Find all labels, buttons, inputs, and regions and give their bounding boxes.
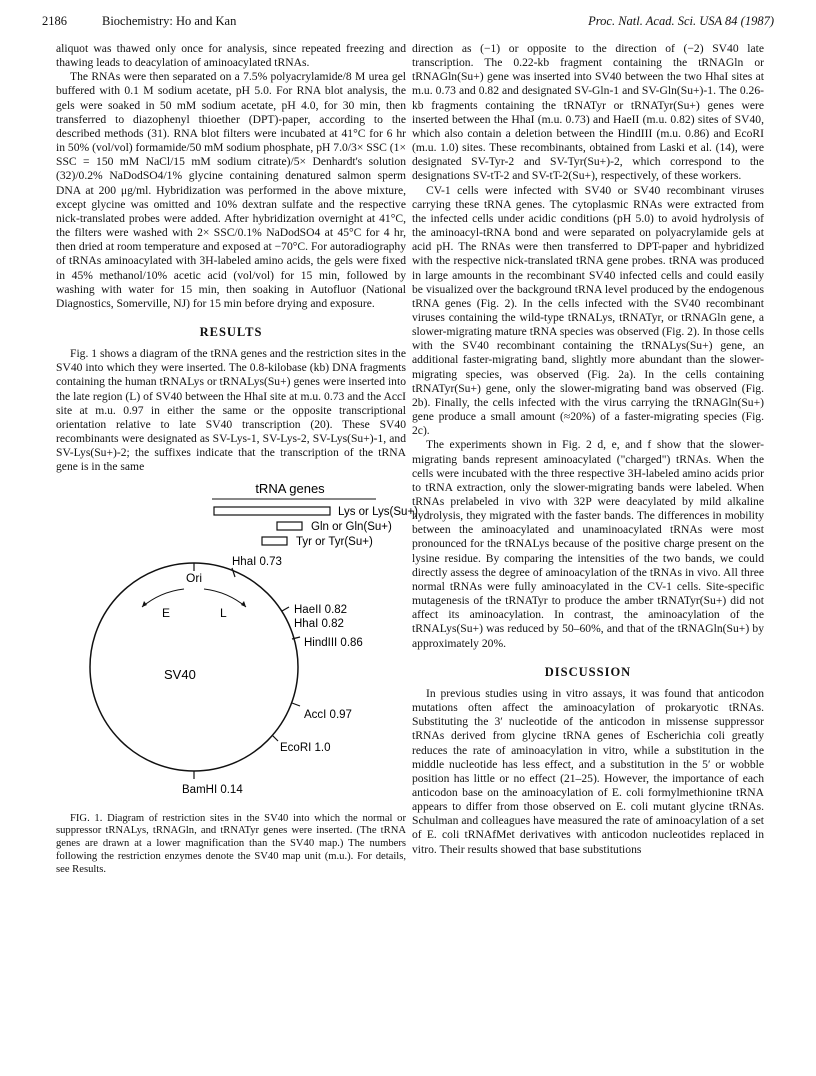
legend-tyr: Tyr or Tyr(Su+) — [296, 535, 373, 548]
figure-1 — [56, 479, 418, 876]
ori-label: Ori — [186, 570, 202, 585]
sv40-label: SV40 — [164, 666, 196, 682]
section-heading-results: RESULTS — [199, 324, 263, 339]
running-head-left: Biochemistry: Ho and Kan — [102, 14, 237, 28]
section-heading-discussion: DISCUSSION — [544, 664, 632, 679]
site-bamhi-014: BamHI 0.14 — [182, 783, 243, 796]
legend-title: tRNA genes — [255, 480, 325, 496]
site-hhai-073: HhaI 0.73 — [232, 555, 282, 568]
paragraph: Fig. 1 shows a diagram of the tRNA genes and the restriction sites in the SV40 into which they were inserted. The 0.8-kilobase (kb) DNA fragments containing the human tRNALys or tRNALys(Su+) genes were inserted into the late region (L) of SV40 between the HhaI site at m.u. 0.73 and the AccI site at m.u. 0.97 in either the same or the opposite transcriptional orientation relative to late SV40 transcription (20). These SV40 recombinants were designated as SV-Lys-1, SV-Lys-2, SV-Lys(Su+)-1, and SV-Lys(Su+)-2; the suffixes indicate that the transcription of the tRNA gene is in the same — [56, 347, 406, 474]
paragraph: aliquot was thawed only once for analysis, since repeated freezing and thawing leads to deacylation of aminoacylated tRNAs. — [56, 42, 406, 70]
caption-text: FIG. 1. Diagram of restriction sites in the SV40 into which the normal or suppressor tRNALys, tRNAGln, and tRNATyr genes were inserted. (The tRNA genes are drawn at a lower magnification than the SV40 map.) The numbers following the restriction enzymes denote the SV40 map unit (m.u.). For details, see Results. — [56, 812, 406, 876]
figure-caption — [56, 813, 406, 878]
right-column — [412, 42, 764, 857]
site-hindiii-086: HindIII 0.86 — [304, 636, 363, 649]
paragraph: direction as (−1) or opposite to the direction of (−2) SV40 late transcription. The 0.22-kb fragment containing the tRNAGln or tRNAGln(Su+) gene was inserted into SV40 between the two HhaI sites at m.u. 0.73 and 0.82 and designated SV-Gln-1 and SV-Gln(Su+)-1. The 0.26-kb fragments containing the tRNATyr or tRNATyr(Su+) genes were inserted between the HhaI (m.u. 0.73) and HaeII (m.u. 0.82) sites of SV40, which also contain a deletion between the HindIII (m.u. 0.86) and EcoRI (m.u. 1.0) sites. These recombinants, obtained from Laski et al. (14), were designated SV-Tyr-2 and SV-Tyr(Su+)-2, which correspond to the designations SV-tT-2 and SV-tT-2(Su+), respectively, of these workers. — [412, 42, 764, 183]
legend-gln: Gln or Gln(Su+) — [311, 520, 392, 533]
gln-gene-bar — [277, 522, 302, 530]
site-haeii-082: HaeII 0.82 — [294, 603, 348, 616]
site-acci-097: AccI 0.97 — [304, 708, 352, 721]
page-header — [42, 14, 774, 34]
early-label: E — [162, 605, 171, 620]
paragraph: The RNAs were then separated on a 7.5% polyacrylamide/8 M urea gel buffered with 0.1 M sodium acetate, pH 5.0. For RNA blot analysis, the gels were soaked in 50 mM sodium acetate, pH 4.0, for 30 min, then transferred to diazophenyl thioether (DPT)-paper, according to the described methods (31). RNA blot filters were incubated at 41°C for 6 hr in 50% (vol/vol) formamide/50 mM sodium phosphate, pH 7.0/3× SSC (1× SSC = 150 mM NaCl/15 mM sodium citrate)/5× Denhardt's solution (32)/0.2% NaDodSO4/1% glycine containing denatured salmon sperm DNA at 200 μg/ml. Hybridization was performed in the above mixture, except glycine was omitted and 10% dextran sulfate and the respective nick-translated probes were added. After hybridization overnight at 41°C, the filters were washed with 2× SSC/0.1% NaDodSO4 at 45°C for 4 hr, then dried at room temperature and exposed at −70°C. For autoradiography of tRNAs aminoacylated with 3H-labeled amino acids, the gels were fixed in 45% methanol/10% acetic acid (vol/vol) for 15 min, followed by washing with water for 15 min, then soaking in Autofluor (National Diagnostics, Somerville, NJ) for 15 min before drying and exposure. — [56, 70, 406, 310]
paragraph: CV-1 cells were infected with SV40 or SV40 recombinant viruses carrying these tRNA genes. The cytoplasmic RNAs were extracted from the infected cells under acidic conditions (pH 5.0) to avoid hydrolysis of the aminoacyl-tRNA bond and were separated on polyacrylamide gels at acid pH. The RNAs were then transferred to DPT-paper and hybridized with the respective nick-translated tRNA gene probes. tRNA was produced in large amounts in the recombinant SV40 infected cells and could easily be visualized over the background tRNA level produced by the endogenous tRNA genes (Fig. 2). In the cells infected with the SV40 recombinant viruses containing the wild-type tRNALys, tRNATyr, or tRNAGln gene, a slower-migrating mature tRNA species was observed (Fig. 2). In those cells with the SV40 recombinant containing the tRNALys(Su+) gene, an additional faster-migrating band, slightly more abundant than the slower-migrating species, was observed (Fig. 2a). In the cells containing tRNATyr(Su+) gene, only the slower-migrating band was observed (Fig. 2b). Finally, the cells infected with the virus carrying the tRNAGln(Su+) gene produce a small amount (≈20%) of a faster-migrating species (Fig. 2c). — [412, 183, 764, 438]
tyr-gene-bar — [262, 537, 287, 545]
paragraph: In previous studies using in vitro assays, it was found that anticodon mutations often affect the aminoacylation of prokaryotic tRNAs. Substituting the 3′ nucleotide of the anticodon in missense suppressor tRNAs derived from glycine tRNA genes of Escherichia coli greatly reduces the rate of aminoacylation in vitro, while a substitution in the middle nucleotide has less effect, and a substitution in the 5′ or wobble position has little or no effect (21–25). However, the importance of each anticodon base on the aminoacylation of E. coli formylmethionine tRNA appears to differ from those observed on E. coli mutant glycine tRNAs. Schulman and colleagues have measured the rate of aminoacylation of a set of E. coli tRNAfMet derivatives with anticodon nucleotides replaced in vitro. Their results showed that base substitutions — [412, 686, 764, 856]
late-label: L — [220, 605, 227, 620]
lys-gene-bar — [214, 507, 330, 515]
paragraph: The experiments shown in Fig. 2 d, e, and f show that the slower-migrating bands represent aminoacylated ("charged") tRNAs. When the cells were incubated with the three respective 3H-labeled amino acids prior to tRNA extraction, only the slower-migrating bands were labeled. When tRNAs prelabeled in vivo with 32P were deacylated by mild alkaline hydrolysis, they migrated with the faster bands. The differences in mobility between the aminoacylated and unaminoacylated tRNAs were most pronounced for the tRNALys because of the positive charge present on the lysine residue. By comparing the intensities of the two bands, we could directly assess the degree of aminoacylation of the tRNAs in vivo. All three normal tRNAs were fully aminoacylated in the CV-1 cells. Site-specific mutagenesis of the tRNATyr to produce the amber tRNATyr(Su+) did not affect its aminoacylation. In contrast, the aminoacylation of the tRNALys(Su+) was reduced by 50–60%, and that of the tRNAGln(Su+) by approximately 20%. — [412, 438, 764, 650]
page-number: 2186 — [42, 14, 67, 28]
running-head-right: Proc. Natl. Acad. Sci. USA 84 (1987) — [588, 14, 774, 28]
sv40-map-diagram — [56, 479, 418, 804]
site-hhai-082: HhaI 0.82 — [294, 617, 344, 630]
left-column — [56, 42, 418, 876]
site-ecori-10: EcoRI 1.0 — [280, 741, 331, 754]
legend-lys: Lys or Lys(Su+) — [338, 505, 418, 518]
